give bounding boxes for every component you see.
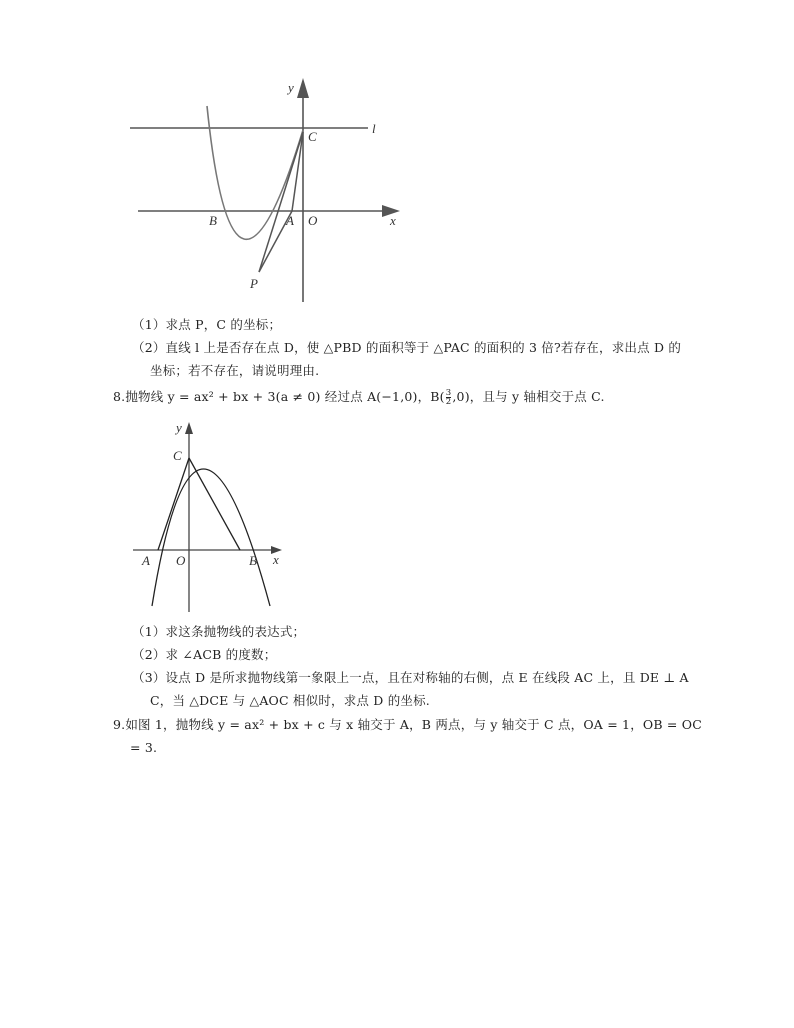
y-axis-arrow [297, 78, 309, 98]
segment-cb [189, 458, 240, 550]
segment-pc [259, 132, 303, 272]
q8-stem [113, 389, 605, 406]
q8-part-3: （3）设点 D 是所求抛物线第一象限上一点，且在对称轴的右侧，点 E 在线段 AC 上，且 DE ⊥ A [132, 670, 689, 685]
q8-part-1: （1）求这条抛物线的表达式； [132, 624, 306, 639]
q8-fraction-den: 2 [445, 397, 452, 407]
label-y: y [288, 80, 294, 95]
label-l: l [372, 121, 376, 136]
label-c-2: C [173, 448, 182, 463]
figure-2-parabola [125, 418, 290, 616]
label-c: C [308, 129, 317, 144]
q8-part-3-cont: C，当 △DCE 与 △AOC 相似时，求点 D 的坐标. [150, 693, 430, 708]
parabola-curve-2 [152, 469, 270, 606]
q8-fraction [446, 389, 452, 406]
label-x-2: x [273, 552, 279, 567]
q9-stem: 9.如图 1，抛物线 y = ax² + bx + c 与 x 轴交于 A，B 两点，与 y 轴交于 C 点，OA = 1，OB = OC [113, 717, 702, 732]
q8-part-2: （2）求 ∠ACB 的度数； [132, 647, 277, 662]
q7-part-2-cont: 坐标；若不存在，请说明理由. [150, 363, 320, 378]
q9-stem-cont: = 3. [130, 740, 158, 755]
q7-part-2: （2）直线 l 上是否存在点 D，使 △PBD 的面积等于 △PAC 的面积的 3 倍?若存在，求出点 D 的 [132, 340, 682, 355]
q8-stem-b: ,0)，且与 y 轴相交于点 C. [452, 389, 605, 404]
label-b-2: B [249, 553, 257, 568]
figure-1-parabola [120, 70, 410, 310]
q7-part-1: （1）求点 P，C 的坐标； [132, 317, 282, 332]
segment-ca [158, 458, 189, 550]
label-a: A [286, 213, 294, 228]
label-b: B [209, 213, 217, 228]
label-y-2: y [176, 420, 182, 435]
label-a-2: A [142, 553, 150, 568]
label-x: x [390, 213, 396, 228]
y-axis-arrow-2 [185, 422, 193, 434]
q8-stem-a: 8.抛物线 y = ax² + bx + 3(a ≠ 0) 经过点 A(−1,0)，B( [113, 389, 445, 404]
segment-ac [292, 132, 303, 211]
label-p: P [250, 276, 258, 291]
label-o: O [308, 213, 318, 228]
q8-fraction-num: 3 [445, 388, 452, 398]
label-o-2: O [176, 553, 186, 568]
